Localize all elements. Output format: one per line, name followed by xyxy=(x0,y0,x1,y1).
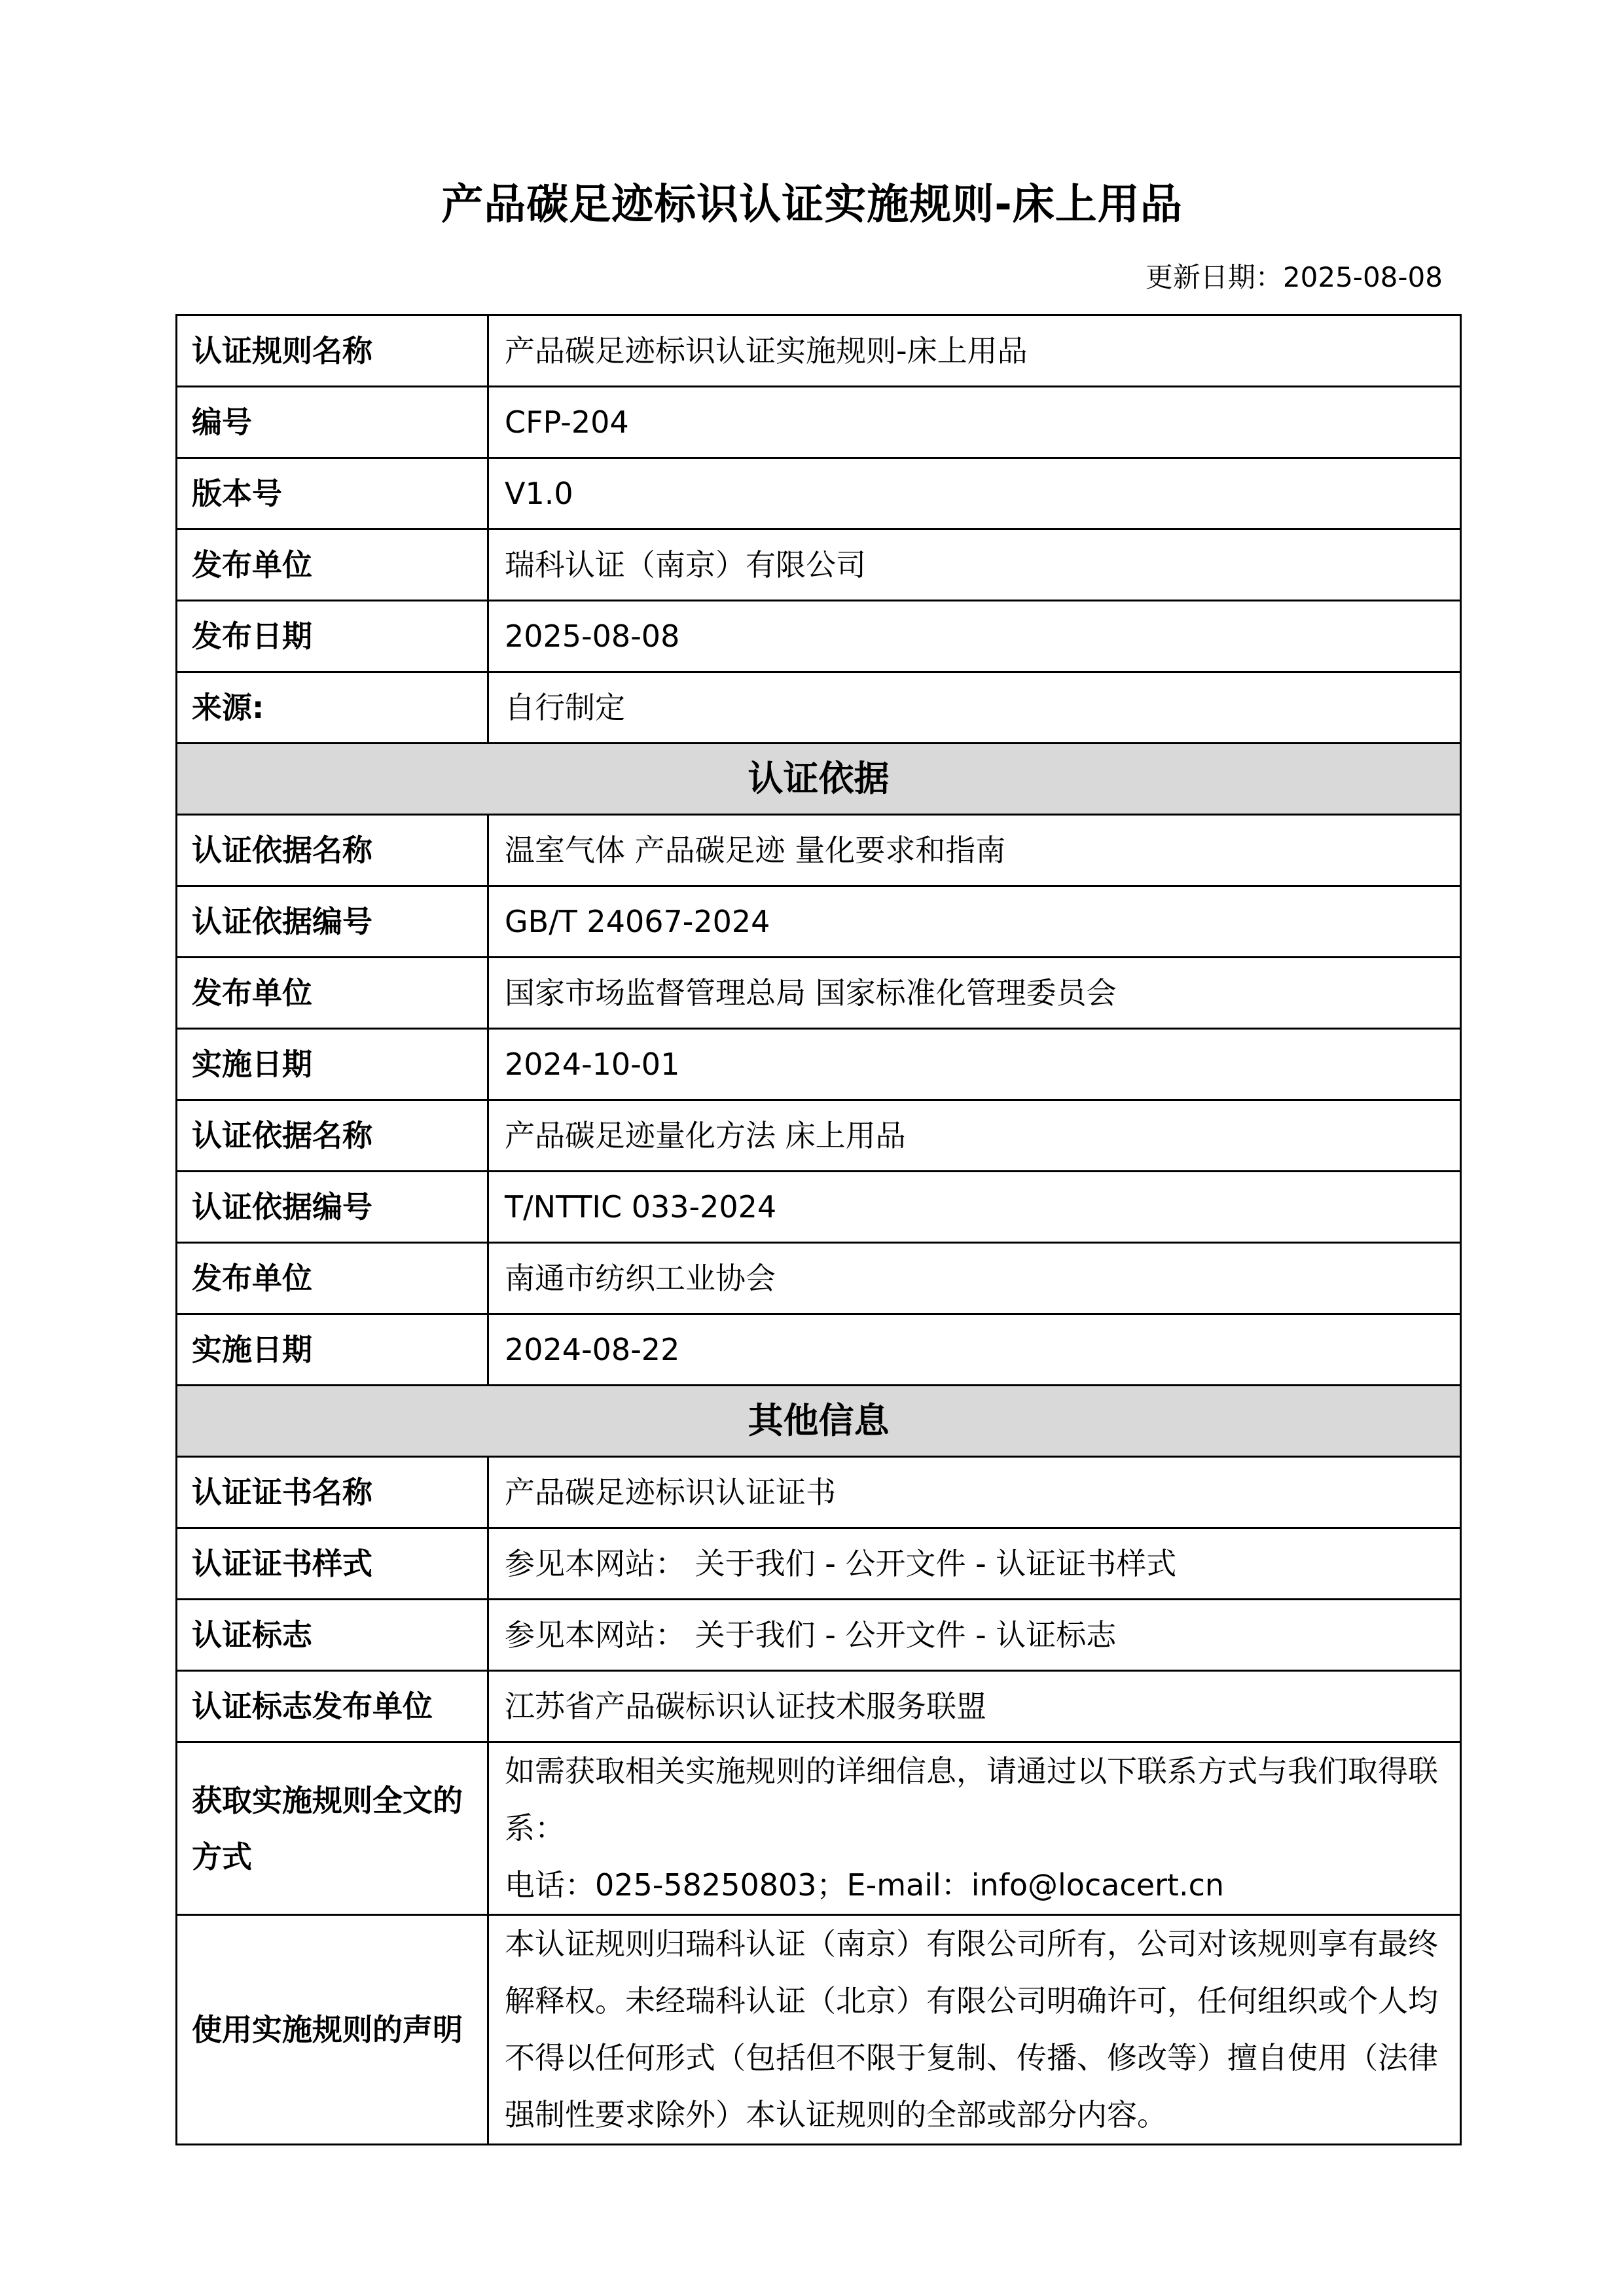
row-label: 认证依据名称 xyxy=(177,1100,488,1172)
row-value: 参见本网站： 关于我们 - 公开文件 - 认证标志 xyxy=(488,1600,1461,1671)
table-row xyxy=(177,1243,1461,1314)
table-row xyxy=(177,672,1461,744)
row-value: 江苏省产品碳标识认证技术服务联盟 xyxy=(488,1671,1461,1742)
document-title: 产品碳足迹标识认证实施规则-床上用品 xyxy=(441,181,1183,229)
table-row xyxy=(177,1172,1461,1243)
table-row xyxy=(177,601,1461,672)
row-value: 产品碳足迹量化方法 床上用品 xyxy=(488,1100,1461,1172)
row-label: 发布单位 xyxy=(177,958,488,1029)
row-label: 认证证书名称 xyxy=(177,1457,488,1528)
update-date: 更新日期：2025-08-08 xyxy=(1145,261,1443,293)
row-label: 来源: xyxy=(177,672,488,744)
row-label: 发布日期 xyxy=(177,601,488,672)
row-label: 发布单位 xyxy=(177,1243,488,1314)
row-label: 版本号 xyxy=(177,458,488,529)
row-label: 认证依据编号 xyxy=(177,1172,488,1243)
table-row xyxy=(177,1528,1461,1600)
table-row-access xyxy=(177,1742,1461,1915)
row-label: 认证证书样式 xyxy=(177,1528,488,1600)
table-row xyxy=(177,1029,1461,1100)
row-label: 实施日期 xyxy=(177,1314,488,1386)
table-row xyxy=(177,387,1461,458)
section-title: 认证依据 xyxy=(177,744,1461,815)
table-row xyxy=(177,1100,1461,1172)
section-header-basis xyxy=(177,744,1461,815)
row-value: 国家市场监督管理总局 国家标准化管理委员会 xyxy=(488,958,1461,1029)
table-row-statement xyxy=(177,1915,1461,2145)
row-value xyxy=(488,1742,1461,1915)
table-row xyxy=(177,958,1461,1029)
certification-rule-table xyxy=(175,314,1462,2145)
row-value: V1.0 xyxy=(488,458,1461,529)
table-row xyxy=(177,1457,1461,1528)
row-value: 自行制定 xyxy=(488,672,1461,744)
row-label: 获取实施规则全文的方式 xyxy=(177,1742,488,1915)
row-label: 认证规则名称 xyxy=(177,315,488,387)
row-value: 2024-08-22 xyxy=(488,1314,1461,1386)
row-value: 产品碳足迹标识认证证书 xyxy=(488,1457,1461,1528)
row-value: T/NTTIC 033-2024 xyxy=(488,1172,1461,1243)
row-value: 南通市纺织工业协会 xyxy=(488,1243,1461,1314)
row-value: GB/T 24067-2024 xyxy=(488,886,1461,958)
row-value: 参见本网站： 关于我们 - 公开文件 - 认证证书样式 xyxy=(488,1528,1461,1600)
row-value: 2025-08-08 xyxy=(488,601,1461,672)
table-row xyxy=(177,1314,1461,1386)
row-value: 产品碳足迹标识认证实施规则-床上用品 xyxy=(488,315,1461,387)
row-label: 使用实施规则的声明 xyxy=(177,1915,488,2145)
table-row xyxy=(177,815,1461,886)
row-label: 发布单位 xyxy=(177,529,488,601)
row-label: 认证标志 xyxy=(177,1600,488,1671)
section-title: 其他信息 xyxy=(177,1386,1461,1457)
table-row xyxy=(177,886,1461,958)
section-header-other xyxy=(177,1386,1461,1457)
row-value: CFP-204 xyxy=(488,387,1461,458)
table-row xyxy=(177,1600,1461,1671)
table-row xyxy=(177,315,1461,387)
table-row xyxy=(177,458,1461,529)
row-value: 瑞科认证（南京）有限公司 xyxy=(488,529,1461,601)
row-value: 2024-10-01 xyxy=(488,1029,1461,1100)
row-value: 温室气体 产品碳足迹 量化要求和指南 xyxy=(488,815,1461,886)
contact-info: 电话：025-58250803；E-mail：info@locacert.cn xyxy=(505,1867,1225,1903)
table-row xyxy=(177,1671,1461,1742)
row-label: 认证依据名称 xyxy=(177,815,488,886)
row-label: 实施日期 xyxy=(177,1029,488,1100)
statement-text: 本认证规则归瑞科认证（南京）有限公司所有，公司对该规则享有最终解释权。未经瑞科认证（北京）有限公司明确许可，任何组织或个人均不得以任何形式（包括但不限于复制、传播、修改等）擅自使用（法律强制性要求除外）本认证规则的全部或部分内容。 xyxy=(488,1915,1461,2145)
access-instructions: 如需获取相关实施规则的详细信息，请通过以下联系方式与我们取得联系： xyxy=(505,1753,1438,1846)
row-label: 认证依据编号 xyxy=(177,886,488,958)
table-row xyxy=(177,529,1461,601)
row-label: 编号 xyxy=(177,387,488,458)
row-label: 认证标志发布单位 xyxy=(177,1671,488,1742)
